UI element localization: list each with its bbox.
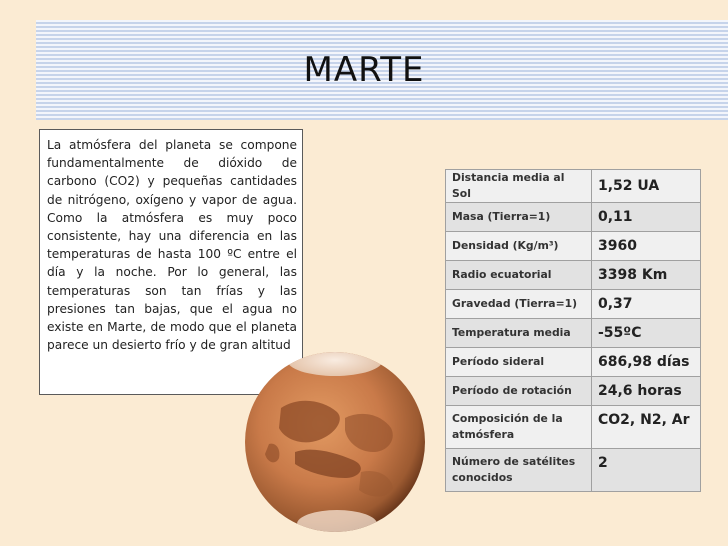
row-value: 0,11 — [592, 203, 701, 232]
row-value: 2 — [592, 449, 701, 492]
mars-planet-image — [241, 348, 429, 536]
slide-title: MARTE — [303, 50, 425, 90]
table-row — [446, 290, 701, 319]
row-value: 24,6 horas — [592, 377, 701, 406]
row-label: Período de rotación — [446, 377, 592, 406]
row-label: Gravedad (Tierra=1) — [446, 290, 592, 319]
row-value: 1,52 UA — [592, 170, 701, 203]
row-value: CO2, N2, Ar — [592, 406, 701, 449]
row-label: Composición de la atmósfera — [446, 406, 592, 449]
row-label: Masa (Tierra=1) — [446, 203, 592, 232]
table-row — [446, 170, 701, 203]
row-label: Radio ecuatorial — [446, 261, 592, 290]
row-label: Temperatura media — [446, 319, 592, 348]
table-row — [446, 261, 701, 290]
planet-data-table — [445, 169, 701, 492]
row-value: -55ºC — [592, 319, 701, 348]
row-value: 0,37 — [592, 290, 701, 319]
table-row — [446, 377, 701, 406]
row-label: Densidad (Kg/m³) — [446, 232, 592, 261]
row-label: Distancia media al Sol — [446, 170, 592, 203]
table-row — [446, 232, 701, 261]
row-value: 3398 Km — [592, 261, 701, 290]
row-label: Número de satélites conocidos — [446, 449, 592, 492]
row-label: Período sideral — [446, 348, 592, 377]
row-value: 3960 — [592, 232, 701, 261]
table-row — [446, 203, 701, 232]
table-row — [446, 319, 701, 348]
table-row — [446, 449, 701, 492]
description-textbox: La atmósfera del planeta se compone fundamentalmente de dióxido de carbono (CO2) y pequeñas cantidades de nitrógeno, oxígeno y vapor de agua. Como la atmósfera es muy poco consistente, hay una diferencia en las temperaturas de hasta 100 ºC entre el día y la noche. Por lo general, las temperaturas son tan frías y las presiones tan bajas, que el agua no existe en Marte, de modo que el planeta parece un desierto frío y de gran altitud — [39, 129, 303, 395]
table-row — [446, 406, 701, 449]
table-row — [446, 348, 701, 377]
row-value: 686,98 días — [592, 348, 701, 377]
